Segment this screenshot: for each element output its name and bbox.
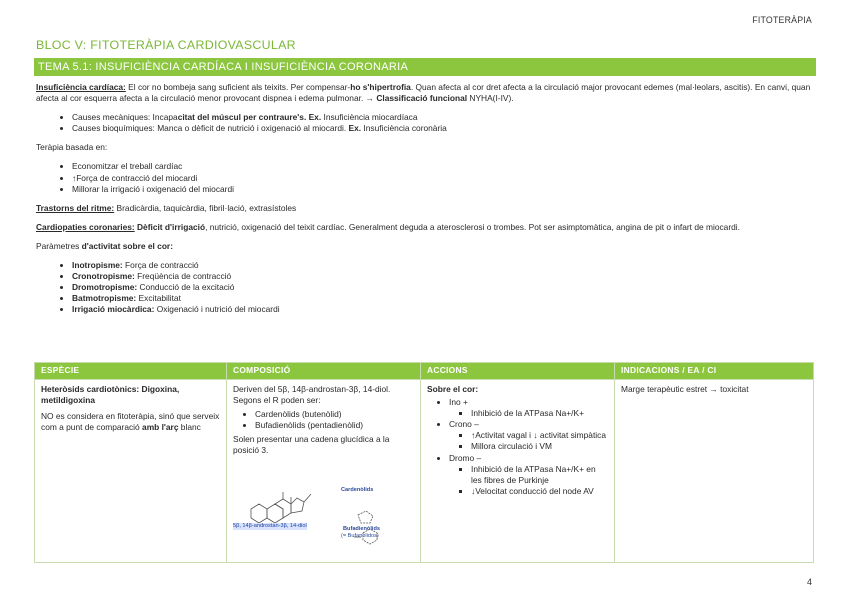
cardiopaties-paragraph: Cardiopaties coronaries: Dèficit d'irrigació, nutrició, oxigenació del teixit cardíac. Generalment deguda a aterosclerosi o trombes. Pot ser asimptomàtica, angina de pit o infart de miocardi. xyxy=(36,221,740,232)
parametres-list xyxy=(36,260,816,315)
list-item: ▪ Inhibició de la ATPasa Na+/K+ en les fibres de Purkinje xyxy=(471,464,608,486)
col-header-indicacions: INDICACIONS / EA / CI xyxy=(615,363,814,380)
causes-list xyxy=(36,112,816,134)
list-item: • Economitzar el treball cardíac xyxy=(72,161,816,172)
tema-banner: TEMA 5.1: INSUFICIÈNCIA CARDÍACA I INSUFICIÈNCIA CORONARIA xyxy=(34,58,816,76)
accions-title: Sobre el cor: xyxy=(427,384,479,394)
running-header: FITOTERÀPIA xyxy=(752,15,812,25)
list-item: • Bufadienòlids (pentadienòlid) xyxy=(255,420,414,431)
img-label-androstan: 5β, 14β-androstan-3β, 14-diol xyxy=(233,522,307,529)
cell-indicacions xyxy=(615,380,814,563)
page-number: 4 xyxy=(806,577,812,588)
col-header-composicio: COMPOSICIÓ xyxy=(227,363,421,380)
indicacions-text: Marge terapèutic estret → toxicitat xyxy=(621,384,749,394)
bloc-title: BLOC V: FITOTERÀPIA CARDIOVASCULAR xyxy=(36,38,296,52)
list-item: • Causes bioquímiques: Manca o dèficit de nutrició i oxigenació al miocardi. Ex. Insuficiència coronària xyxy=(72,123,816,134)
list-item: • Irrigació miocàrdica: Oxigenació i nutrició del miocardi xyxy=(72,304,816,315)
list-item: • Dromotropisme: Conducció de la excitació xyxy=(72,282,816,293)
terapia-list xyxy=(36,161,816,194)
img-label-bufadienolids: Bufadienòlids xyxy=(343,525,380,532)
list-item: ▪ ↑Activitat vagal i ↓ activitat simpàtica xyxy=(471,430,608,441)
list-item: • Dromo – ▪ Inhibició de la ATPasa Na+/K+ en les fibres de Purkinje ▪ ↓Velocitat conducció del node AV xyxy=(449,453,608,497)
list-item: • Cardenòlids (butenòlid) xyxy=(255,409,414,420)
list-item: • Causes mecàniques: Incapacitat del múscul per contraure's. Ex. Insuficiència miocardíaca xyxy=(72,112,816,123)
table-header-row xyxy=(35,363,814,380)
accions-list xyxy=(427,397,608,497)
img-label-bufanolidos: (= Bufanolidos) xyxy=(341,532,379,539)
col-header-accions: ACCIONS xyxy=(421,363,615,380)
list-item: • ↑Força de contracció del miocardi xyxy=(72,173,816,184)
parametres-title: Paràmetres d'activitat sobre el cor: xyxy=(36,240,173,251)
cell-composicio xyxy=(227,380,421,563)
list-item: • Cronotropisme: Freqüència de contracció xyxy=(72,271,816,282)
intro-term: Insuficiència cardíaca: xyxy=(36,82,126,92)
structure-figure xyxy=(233,461,403,546)
especie-title: Heteròsids cardiotònics: Digoxina, metildigoxina xyxy=(41,384,180,406)
species-table xyxy=(34,362,814,563)
composicio-outro: Solen presentar una cadena glucídica a la posició 3. xyxy=(233,434,390,456)
cell-accions xyxy=(421,380,615,563)
composicio-intro: Deriven del 5β, 14β-androstan-3β, 14-diol. Segons el R poden ser: xyxy=(233,384,391,406)
especie-note: NO es considera en fitoteràpia, sinó que serveix com a punt de comparació amb l'arç blanc xyxy=(41,411,220,433)
list-item: • Millorar la irrigació i oxigenació del miocardi xyxy=(72,184,816,195)
list-item: • Crono – ▪ ↑Activitat vagal i ↓ activitat simpàtica ▪ Millora circulació i VM xyxy=(449,419,608,452)
list-item: • Batmotropisme: Excitabilitat xyxy=(72,293,816,304)
intro-paragraph: Insuficiència cardíaca: El cor no bombeja sang suficient als teixits. Per compensar-ho s'hipertrofia. Quan afecta al cor dret afecta a la circulació major provocant edemes (mal·leolars, ascitis). En canvi, quan afecta al cor esquerra afecta a la circulació menor provocant dispnea i edema pulmonar. → Classificació funcional NYHA(I-IV). xyxy=(36,82,811,104)
main-content xyxy=(36,82,816,324)
list-item: ▪ Inhibició de la ATPasa Na+/K+ xyxy=(471,408,608,419)
list-item: ▪ ↓Velocitat conducció del node AV xyxy=(471,486,608,497)
composicio-list xyxy=(233,409,414,431)
list-item: • Inotropisme: Força de contracció xyxy=(72,260,816,271)
trastorns-paragraph: Trastorns del ritme: Bradicàrdia, taquicàrdia, fibril·lació, extrasístoles xyxy=(36,202,297,213)
cell-especie xyxy=(35,380,227,563)
list-item: ▪ Millora circulació i VM xyxy=(471,441,608,452)
terapia-title: Teràpia basada en: xyxy=(36,142,108,153)
col-header-especie: ESPÈCIE xyxy=(35,363,227,380)
img-label-cardenolids: Cardenòlids xyxy=(341,486,374,493)
table-row xyxy=(35,380,814,563)
list-item: • Ino + ▪ Inhibició de la ATPasa Na+/K+ xyxy=(449,397,608,419)
